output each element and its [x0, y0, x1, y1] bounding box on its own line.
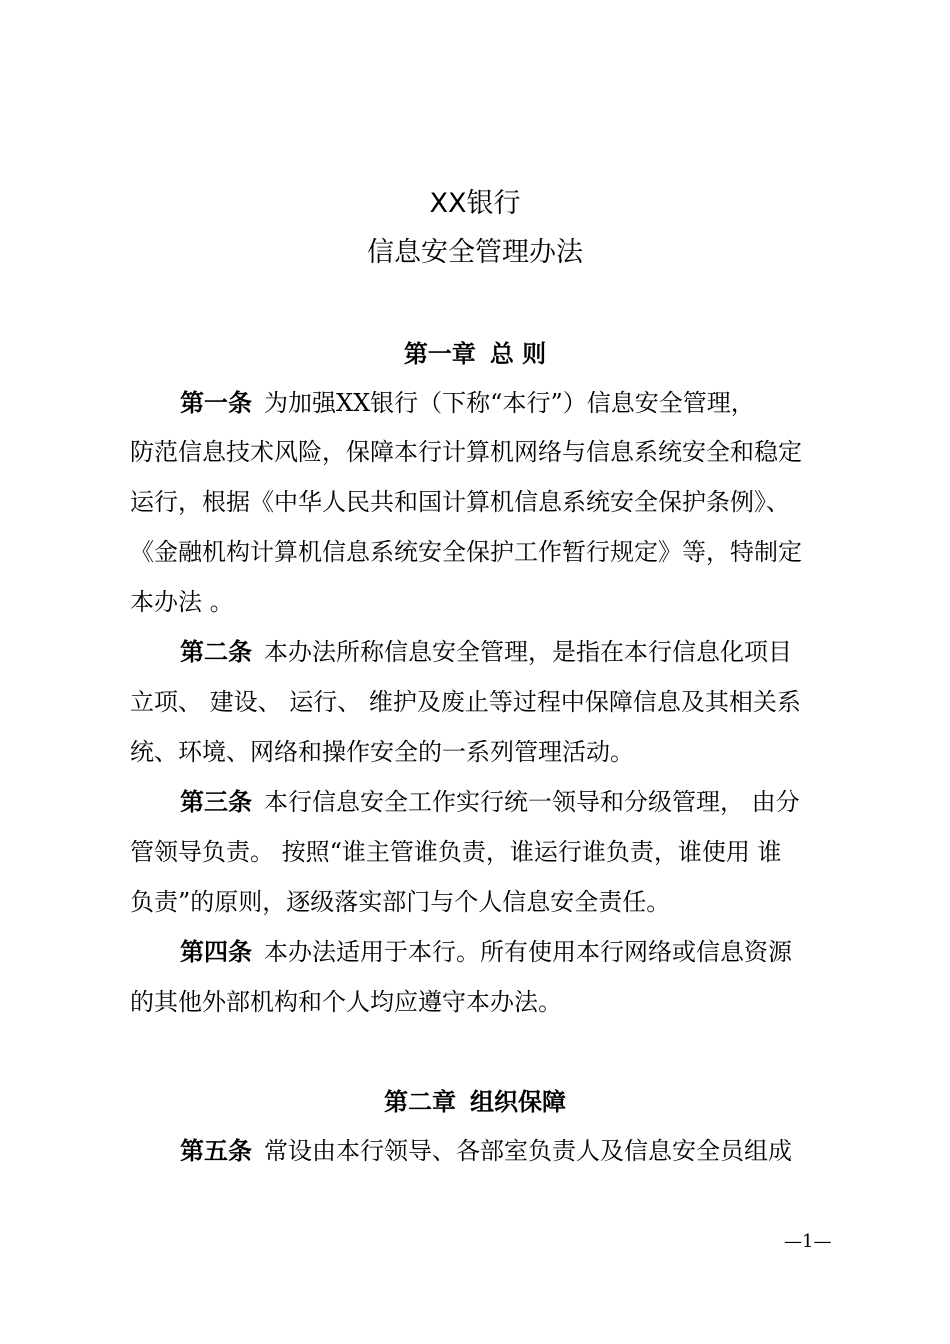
document-title-regulation: 信息安全管理办法	[367, 237, 583, 268]
article-2-label: 第二条	[180, 638, 252, 666]
chapter-1-heading	[0, 339, 950, 369]
article-1-line-3: 运行，根据《中华人民共和国计算机信息系统安全保护条例》、	[130, 488, 790, 516]
article-1-line-2: 防范信息技术风险，保障本行计算机网络与信息系统安全和稳定	[130, 438, 802, 466]
article-4-label: 第四条	[180, 938, 252, 966]
chapter-2-title: 组织保障	[470, 1088, 566, 1116]
chapter-2-number: 第二章	[384, 1088, 456, 1116]
article-1-text: 为加强XX银行（下称“本行”）信息安全管理，	[264, 389, 755, 417]
article-3-first-line	[180, 787, 830, 817]
article-4-line-2: 的其他外部机构和个人均应遵守本办法。	[130, 988, 562, 1016]
article-4-text: 本办法适用于本行。所有使用本行网络或信息资源	[264, 938, 792, 966]
article-1-line-4: 《金融机构计算机信息系统安全保护工作暂行规定》等，特制定	[130, 538, 802, 566]
chapter-1-number: 第一章	[403, 340, 476, 368]
article-1-label: 第一条	[180, 389, 252, 417]
article-3-label: 第三条	[180, 788, 252, 816]
article-2-first-line	[180, 637, 830, 667]
article-4-first-line	[180, 937, 830, 967]
document-title-bank: XX银行	[429, 188, 521, 219]
article-1-line-5: 本办法 。	[130, 588, 234, 616]
chapter-1-title: 总 则	[489, 340, 547, 368]
article-2-line-3: 统、环境、网络和操作安全的一系列管理活动。	[130, 738, 634, 766]
article-1-first-line	[180, 388, 830, 418]
article-3-text: 本行信息安全工作实行统一领导和分级管理， 由分	[264, 788, 800, 816]
chapter-2-heading	[0, 1087, 950, 1117]
article-5-first-line	[180, 1136, 830, 1166]
article-2-line-2: 立项、 建设、 运行、 维护及废止等过程中保障信息及其相关系	[130, 688, 801, 716]
article-2-text: 本办法所称信息安全管理，是指在本行信息化项目	[264, 638, 792, 666]
page-number: —1—	[784, 1231, 832, 1252]
article-3-line-2: 管领导负责。 按照“谁主管谁负责，谁运行谁负责，谁使用 谁	[130, 838, 782, 866]
article-5-text: 常设由本行领导、各部室负责人及信息安全员组成	[264, 1137, 792, 1165]
article-3-line-3: 负责”的原则，逐级落实部门与个人信息安全责任。	[130, 888, 671, 916]
article-5-label: 第五条	[180, 1137, 252, 1165]
